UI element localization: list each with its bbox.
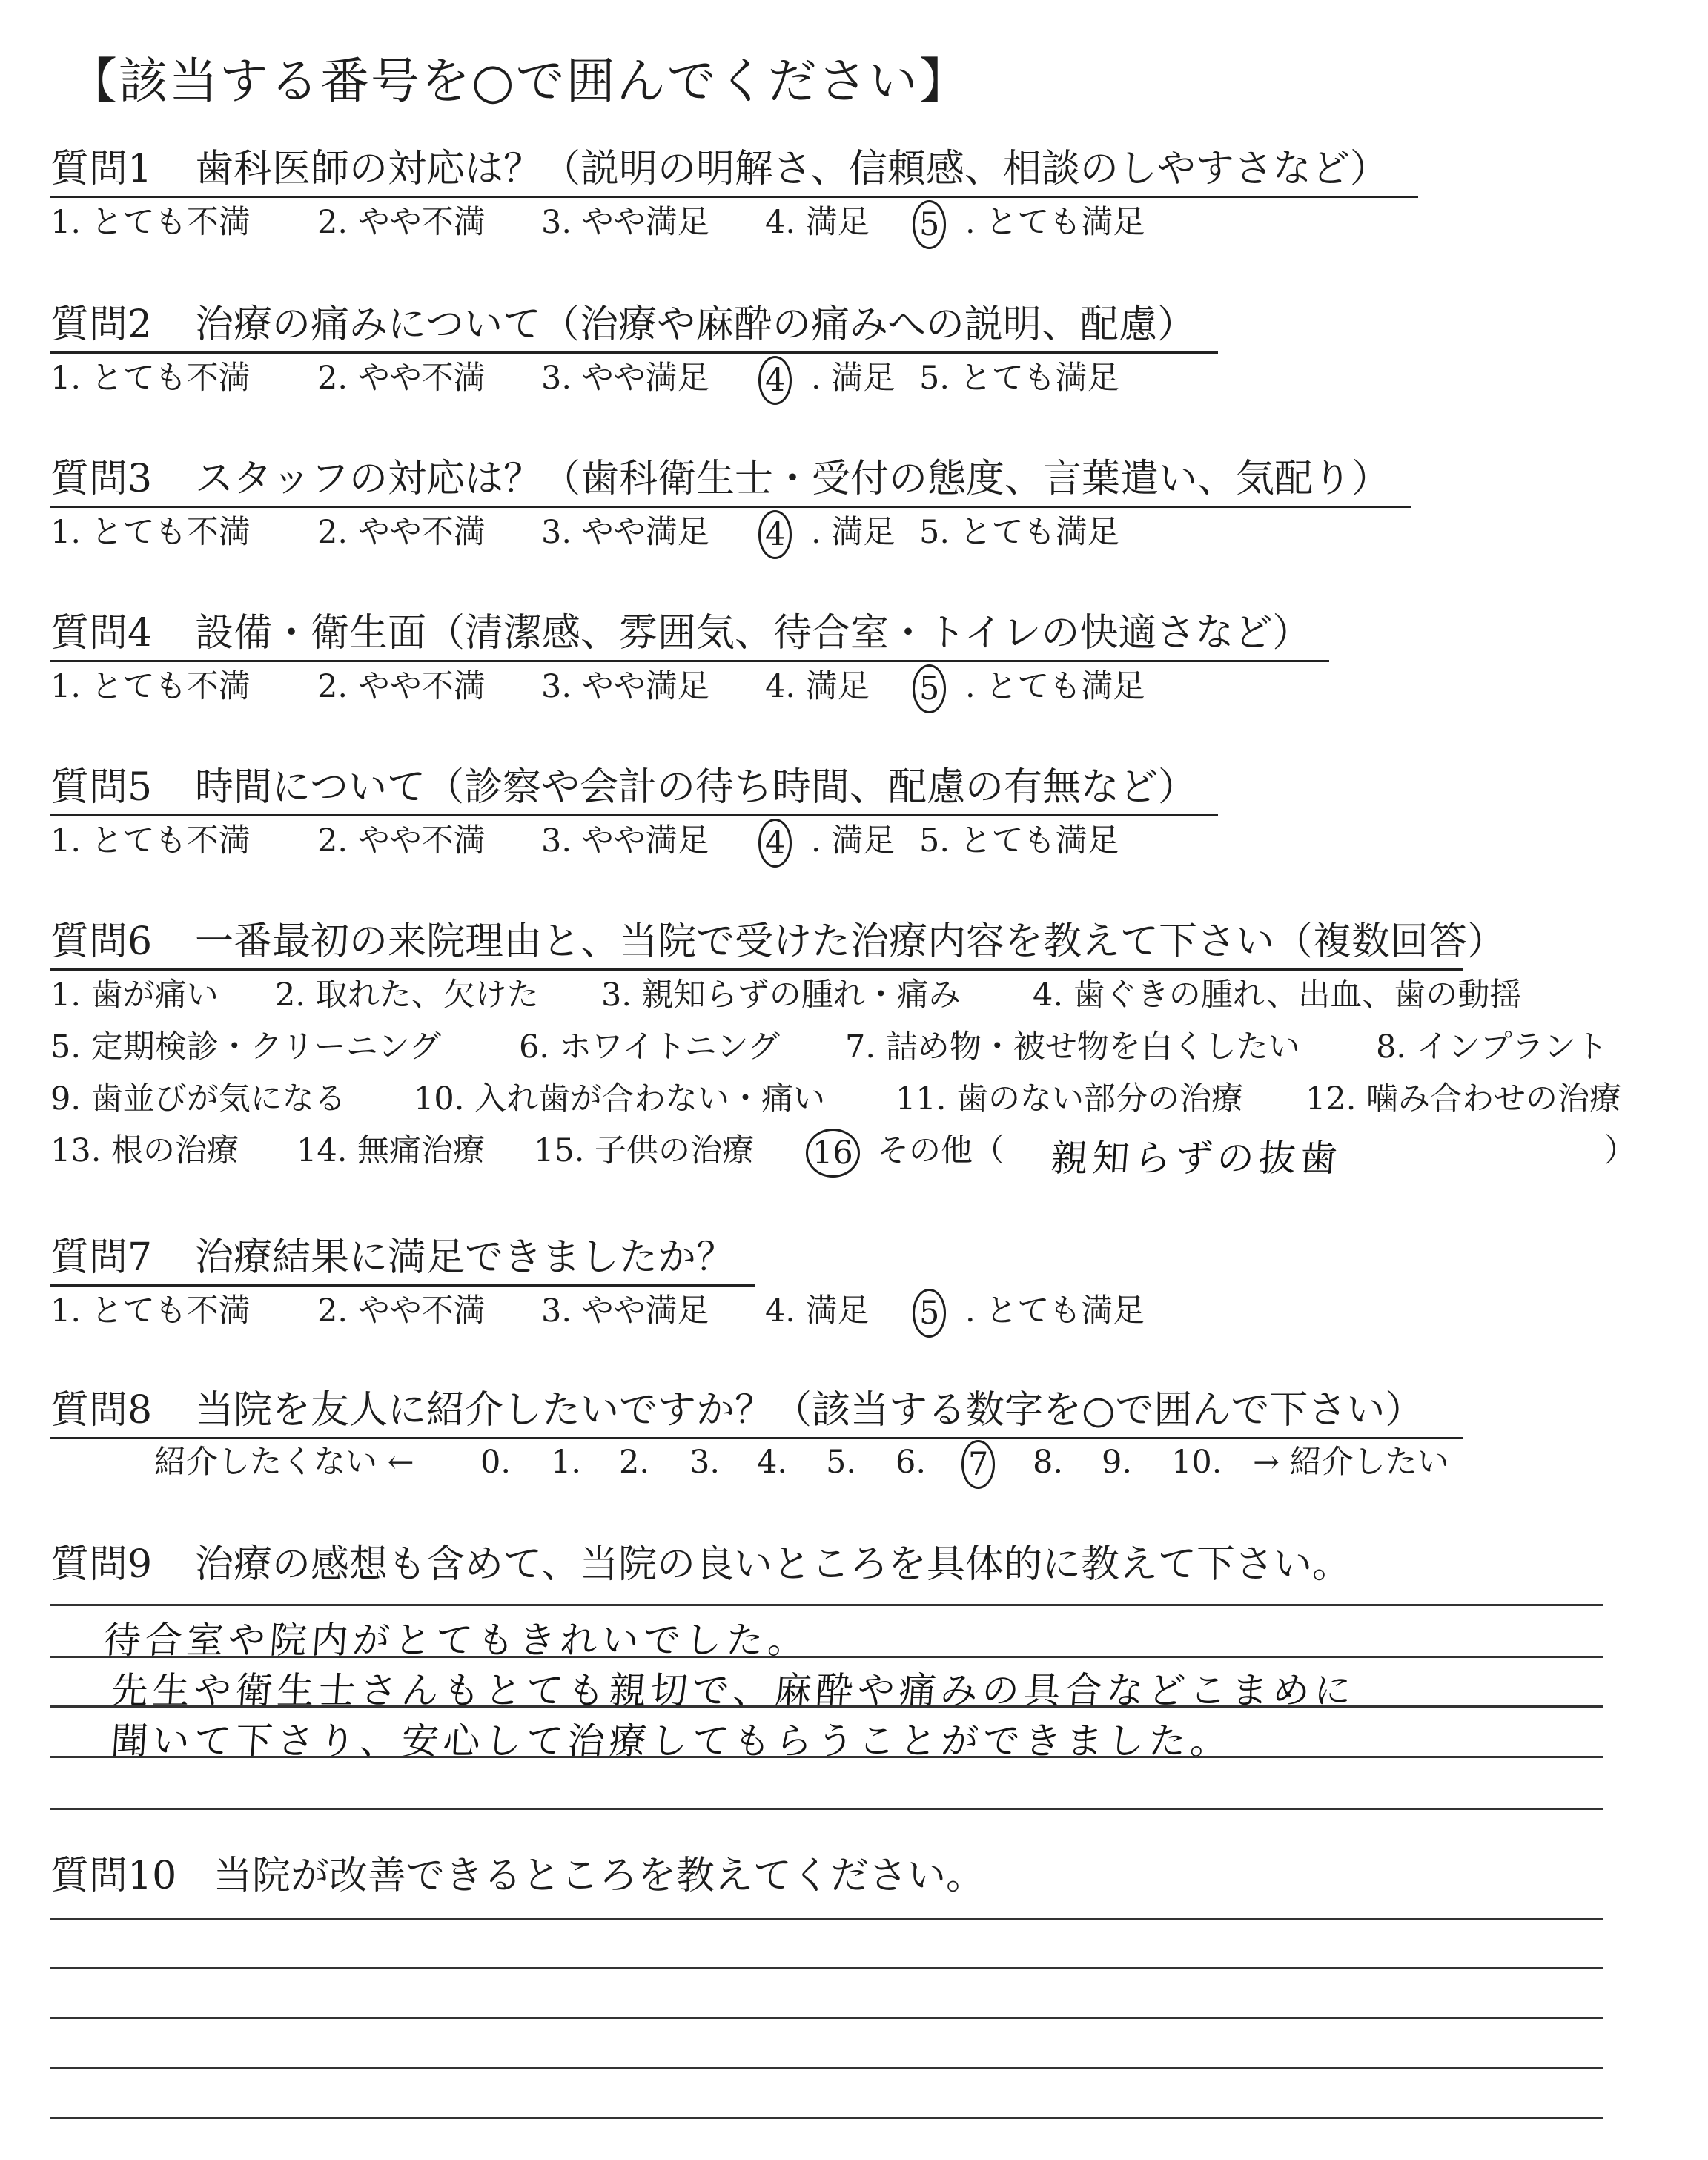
scale-6[interactable]: 6. bbox=[896, 1444, 927, 1481]
scale-4[interactable]: 4. bbox=[757, 1444, 788, 1481]
option-2[interactable]: 2. やや不満 bbox=[317, 822, 486, 859]
question-text: 治療の感想も含めて、当院の良いところを具体的に教えて下さい。 bbox=[195, 1542, 1351, 1587]
question-text: 治療の痛みについて（治療や麻酔の痛みへの説明、配慮） bbox=[195, 303, 1196, 347]
question-5 bbox=[50, 761, 1218, 816]
option-1[interactable]: 1. とても不満 bbox=[50, 822, 251, 859]
answer-line bbox=[50, 2067, 1603, 2069]
option-1[interactable]: 1. 歯が痛い bbox=[50, 977, 219, 1014]
scale-8[interactable]: 8. bbox=[1033, 1444, 1064, 1481]
scale-9[interactable]: 9. bbox=[1102, 1444, 1133, 1481]
option-1[interactable]: 1. とても不満 bbox=[50, 668, 251, 705]
option-10[interactable]: 10. 入れ歯が合わない・痛い bbox=[414, 1080, 826, 1117]
option-3[interactable]: 3. やや満足 bbox=[541, 204, 709, 241]
option-5[interactable]: 5. 定期検診・クリーニング bbox=[50, 1028, 441, 1066]
question-label: 質問3 bbox=[50, 457, 153, 501]
option-4[interactable]: 4. 満足 bbox=[765, 204, 870, 241]
question-label: 質問5 bbox=[50, 765, 153, 810]
question-6 bbox=[50, 915, 1506, 971]
option-2[interactable]: 2. やや不満 bbox=[317, 668, 486, 705]
option-other-label: その他（ bbox=[877, 1132, 1004, 1169]
option-2[interactable]: 2. やや不満 bbox=[317, 514, 486, 551]
question-label: 質問6 bbox=[50, 919, 153, 964]
selection-circle: 16 bbox=[806, 1129, 860, 1178]
question-text: 設備・衛生面（清潔感、雰囲気、待合室・トイレの快適さなど） bbox=[195, 611, 1311, 655]
answer-line bbox=[50, 1756, 1603, 1758]
question-text: 一番最初の来院理由と、当院で受けた治療内容を教えて下さい（複数回答） bbox=[195, 919, 1506, 964]
question-3 bbox=[50, 452, 1411, 508]
option-4-label: . 満足 bbox=[811, 360, 896, 397]
option-4[interactable]: 4. 満足 bbox=[765, 1292, 870, 1330]
option-4[interactable]: 4. 歯ぐきの腫れ、出血、歯の動揺 bbox=[1033, 977, 1522, 1014]
question-label: 質問2 bbox=[50, 303, 153, 347]
option-4[interactable]: 4. 満足 bbox=[765, 668, 870, 705]
option-3[interactable]: 3. やや満足 bbox=[541, 668, 709, 705]
option-3[interactable]: 3. やや満足 bbox=[541, 514, 709, 551]
page-title: 【該当する番号を○で囲んでください】 bbox=[68, 53, 970, 110]
question-label: 質問7 bbox=[50, 1235, 153, 1280]
answer-line bbox=[50, 1918, 1603, 1920]
handwritten-answer-line-1[interactable]: 待合室や院内がとてもきれいでした。 bbox=[102, 1619, 811, 1662]
option-12[interactable]: 12. 噛み合わせの治療 bbox=[1305, 1080, 1622, 1117]
scale-0[interactable]: 0. bbox=[480, 1444, 512, 1481]
option-8[interactable]: 8. インプラント bbox=[1376, 1028, 1608, 1066]
option-5[interactable]: 5. とても満足 bbox=[919, 822, 1119, 859]
low-label: 紹介したくない ← bbox=[154, 1444, 414, 1481]
option-other-close: ） bbox=[1604, 1132, 1636, 1169]
question-2 bbox=[50, 298, 1218, 354]
question-7 bbox=[50, 1231, 755, 1287]
question-4 bbox=[50, 607, 1329, 662]
option-5[interactable]: 5. とても満足 bbox=[919, 514, 1119, 551]
other-handwritten-answer[interactable]: 親知らずの抜歯 bbox=[1049, 1137, 1343, 1180]
question-label: 質問4 bbox=[50, 611, 153, 655]
scale-3[interactable]: 3. bbox=[689, 1444, 721, 1481]
answer-line bbox=[50, 1808, 1603, 1810]
question-label: 質問10 bbox=[50, 1854, 177, 1898]
question-text: スタッフの対応は？（歯科衛生士・受付の態度、言葉遣い、気配り） bbox=[195, 457, 1391, 501]
selection-circle: 5 bbox=[913, 1289, 946, 1338]
question-10 bbox=[50, 1849, 984, 1903]
option-1[interactable]: 1. とても不満 bbox=[50, 204, 251, 241]
option-1[interactable]: 1. とても不満 bbox=[50, 360, 251, 397]
scale-5[interactable]: 5. bbox=[826, 1444, 857, 1481]
question-label: 質問8 bbox=[50, 1388, 153, 1433]
option-3[interactable]: 3. やや満足 bbox=[541, 822, 709, 859]
high-label: → 紹介したい bbox=[1253, 1444, 1449, 1481]
scale-2[interactable]: 2. bbox=[619, 1444, 650, 1481]
answer-line bbox=[50, 2117, 1603, 2119]
question-label: 質問9 bbox=[50, 1542, 153, 1587]
answer-line bbox=[50, 1705, 1603, 1708]
option-5[interactable]: 5. とても満足 bbox=[919, 360, 1119, 397]
selection-circle: 7 bbox=[961, 1440, 995, 1489]
question-9 bbox=[50, 1538, 1351, 1591]
option-4-label: . 満足 bbox=[811, 514, 896, 551]
option-2[interactable]: 2. やや不満 bbox=[317, 204, 486, 241]
option-4-label: . 満足 bbox=[811, 822, 896, 859]
option-7[interactable]: 7. 詰め物・被せ物を白くしたい bbox=[845, 1028, 1300, 1066]
option-3[interactable]: 3. 親知らずの腫れ・痛み bbox=[601, 977, 961, 1014]
answer-line bbox=[50, 2017, 1603, 2019]
option-11[interactable]: 11. 歯のない部分の治療 bbox=[896, 1080, 1244, 1117]
option-5-label: . とても満足 bbox=[965, 668, 1145, 705]
option-2[interactable]: 2. 取れた、欠けた bbox=[275, 977, 539, 1014]
option-5-label: . とても満足 bbox=[965, 1292, 1145, 1330]
option-1[interactable]: 1. とても不満 bbox=[50, 514, 251, 551]
question-label: 質問1 bbox=[50, 147, 153, 191]
question-text: 時間について（診察や会計の待ち時間、配慮の有無など） bbox=[195, 765, 1196, 810]
scale-10[interactable]: 10. bbox=[1171, 1444, 1222, 1481]
question-8 bbox=[50, 1384, 1463, 1439]
selection-circle: 5 bbox=[913, 200, 946, 249]
scale-1[interactable]: 1. bbox=[551, 1444, 582, 1481]
selection-circle: 4 bbox=[758, 510, 792, 559]
selection-circle: 5 bbox=[913, 664, 946, 713]
handwritten-answer-line-3[interactable]: 聞いて下さり、安心して治療してもらうことができました。 bbox=[109, 1720, 1234, 1763]
question-text: 当院を友人に紹介したいですか？（該当する数字を○で囲んで下さい） bbox=[195, 1388, 1424, 1433]
question-text: 歯科医師の対応は？（説明の明解さ、信頼感、相談のしやすさなど） bbox=[195, 147, 1388, 191]
handwritten-answer-line-2[interactable]: 先生や衛生士さんもとても親切で、麻酔や痛みの具合などこまめに bbox=[109, 1669, 1357, 1712]
option-15[interactable]: 15. 子供の治療 bbox=[534, 1132, 755, 1169]
option-9[interactable]: 9. 歯並びが気になる bbox=[50, 1080, 346, 1117]
option-5-label: . とても満足 bbox=[965, 204, 1145, 241]
option-14[interactable]: 14. 無痛治療 bbox=[297, 1132, 486, 1169]
selection-circle: 4 bbox=[758, 819, 792, 868]
question-1 bbox=[50, 142, 1418, 198]
answer-line bbox=[50, 1604, 1603, 1606]
answer-line bbox=[50, 1656, 1603, 1658]
option-13[interactable]: 13. 根の治療 bbox=[50, 1132, 239, 1169]
question-text: 治療結果に満足できましたか？ bbox=[195, 1235, 735, 1280]
option-3[interactable]: 3. やや満足 bbox=[541, 360, 709, 397]
option-6[interactable]: 6. ホワイトニング bbox=[519, 1028, 780, 1066]
answer-line bbox=[50, 1967, 1603, 1969]
option-2[interactable]: 2. やや不満 bbox=[317, 360, 486, 397]
selection-circle: 4 bbox=[758, 356, 792, 405]
option-2[interactable]: 2. やや不満 bbox=[317, 1292, 486, 1330]
option-3[interactable]: 3. やや満足 bbox=[541, 1292, 709, 1330]
question-text: 当院が改善できるところを教えてください。 bbox=[214, 1854, 985, 1898]
option-1[interactable]: 1. とても不満 bbox=[50, 1292, 251, 1330]
